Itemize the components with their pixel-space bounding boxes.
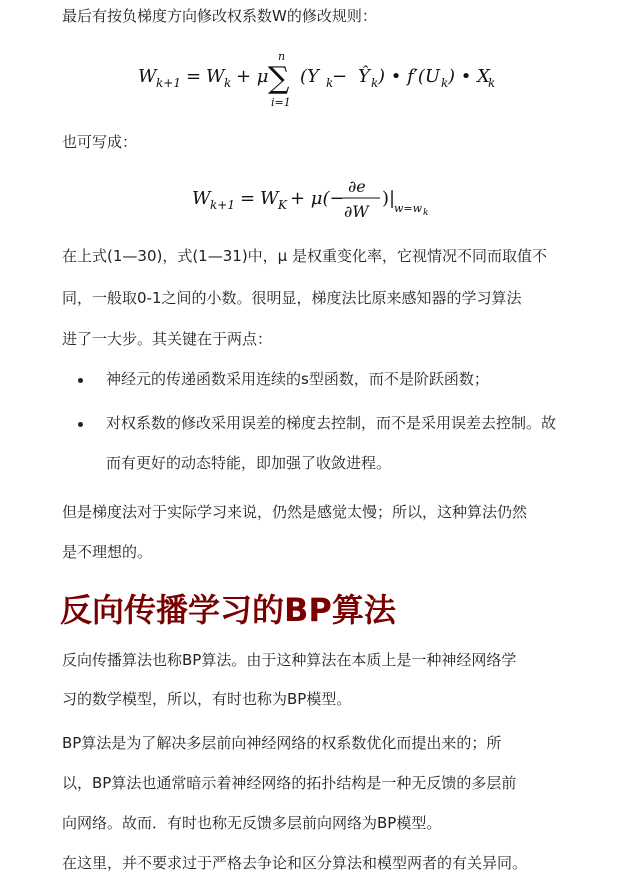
paragraph1-line1: 在上式(1—30)，式(1—31)中，μ 是权重变化率，它视情况不同而取值不 — [62, 247, 547, 265]
f1-lhs: W — [138, 66, 157, 87]
paragraph4-line1: BP算法是为了解决多层前向神经网络的权系数优化而提出来的；所 — [62, 734, 502, 752]
paragraph4-line3: 向网络。故而．有时也称无反馈多层前向网络为BP模型。 — [62, 814, 442, 832]
section-heading: 反向传播学习的BP算法 — [60, 591, 396, 629]
bullet1-line1: 神经元的传递函数采用连续的s型函数，而不是阶跃函数； — [106, 370, 489, 388]
f1-sum-top: n — [278, 50, 286, 63]
f1-paren-open: (Y — [300, 66, 319, 87]
f1-w: W — [206, 66, 225, 87]
f2-eq: = — [240, 188, 256, 209]
f2-lhs-sub: k+1 — [210, 198, 235, 212]
f2-w-sub: K — [278, 198, 287, 212]
paragraph1-line3: 进了一大步。其关键在于两点： — [62, 330, 273, 348]
f1-plus-mu: + μ — [236, 66, 269, 87]
f2-denominator: ∂W — [344, 202, 369, 221]
bullet-dot-1 — [78, 378, 83, 383]
f2-plus-mu: + μ(− — [290, 188, 345, 209]
paragraph3-line1: 反向传播算法也称BP算法。由于这种算法在本质上是一种神经网络学 — [62, 651, 517, 669]
bullet-dot-2 — [78, 422, 83, 427]
f1-paren-close: ) • f′(U — [378, 66, 441, 87]
bullet2-line2: 而有更好的动态特能，即加强了收敛进程。 — [106, 454, 392, 472]
f2-lhs: W — [192, 188, 211, 209]
f1-x-sub: k — [488, 76, 496, 90]
f2-w: W — [260, 188, 279, 209]
f1-sum-symbol: ∑ — [268, 61, 290, 96]
f1-u-sub: k — [441, 76, 449, 90]
paragraph2-line2: 是不理想的。 — [62, 543, 153, 561]
f2-close: )| — [382, 188, 396, 209]
f1-yhat-sub: k — [371, 76, 379, 90]
paragraph2-line1: 但是梯度法对于实际学习来说，仍然是感觉太慢；所以，这种算法仍然 — [62, 503, 528, 521]
f1-eq: = — [186, 66, 202, 87]
formula-weight-update-gradient — [186, 172, 446, 228]
f1-sum-bottom: i=1 — [271, 96, 291, 109]
bullet2-line1: 对权系数的修改采用误差的梯度去控制，而不是采用误差去控制。故 — [106, 414, 557, 432]
f2-eval-sub: w=w — [394, 202, 423, 215]
f1-y-sub: k — [326, 76, 334, 90]
f1-close2: ) • X — [448, 66, 490, 87]
paragraph4-line2: 以，BP算法也通常暗示着神经网络的拓扑结构是一种无反馈的多层前 — [62, 774, 517, 792]
paragraph5-line1: 在这里，并不要求过于严格去争论和区分算法和模型两者的有关异同。 — [62, 854, 528, 872]
f1-w-sub: k — [224, 76, 232, 90]
f1-yhat: Ŷ — [358, 66, 370, 87]
formula-weight-update-sum — [130, 50, 500, 114]
f1-lhs-sub: k+1 — [156, 76, 181, 90]
paragraph1-line2: 同，一般取0-1之间的小数。很明显，梯度法比原来感知器的学习算法 — [62, 289, 522, 307]
paragraph3-line2: 习的数学模型，所以，有时也称为BP模型。 — [62, 690, 352, 708]
intro-text: 最后有按负梯度方向修改权系数W的修改规则： — [62, 7, 377, 25]
f1-minus: − — [332, 66, 348, 87]
f2-eval-sub2: k — [423, 208, 429, 218]
f2-numerator: ∂e — [348, 177, 366, 196]
also-text: 也可写成： — [62, 133, 138, 151]
